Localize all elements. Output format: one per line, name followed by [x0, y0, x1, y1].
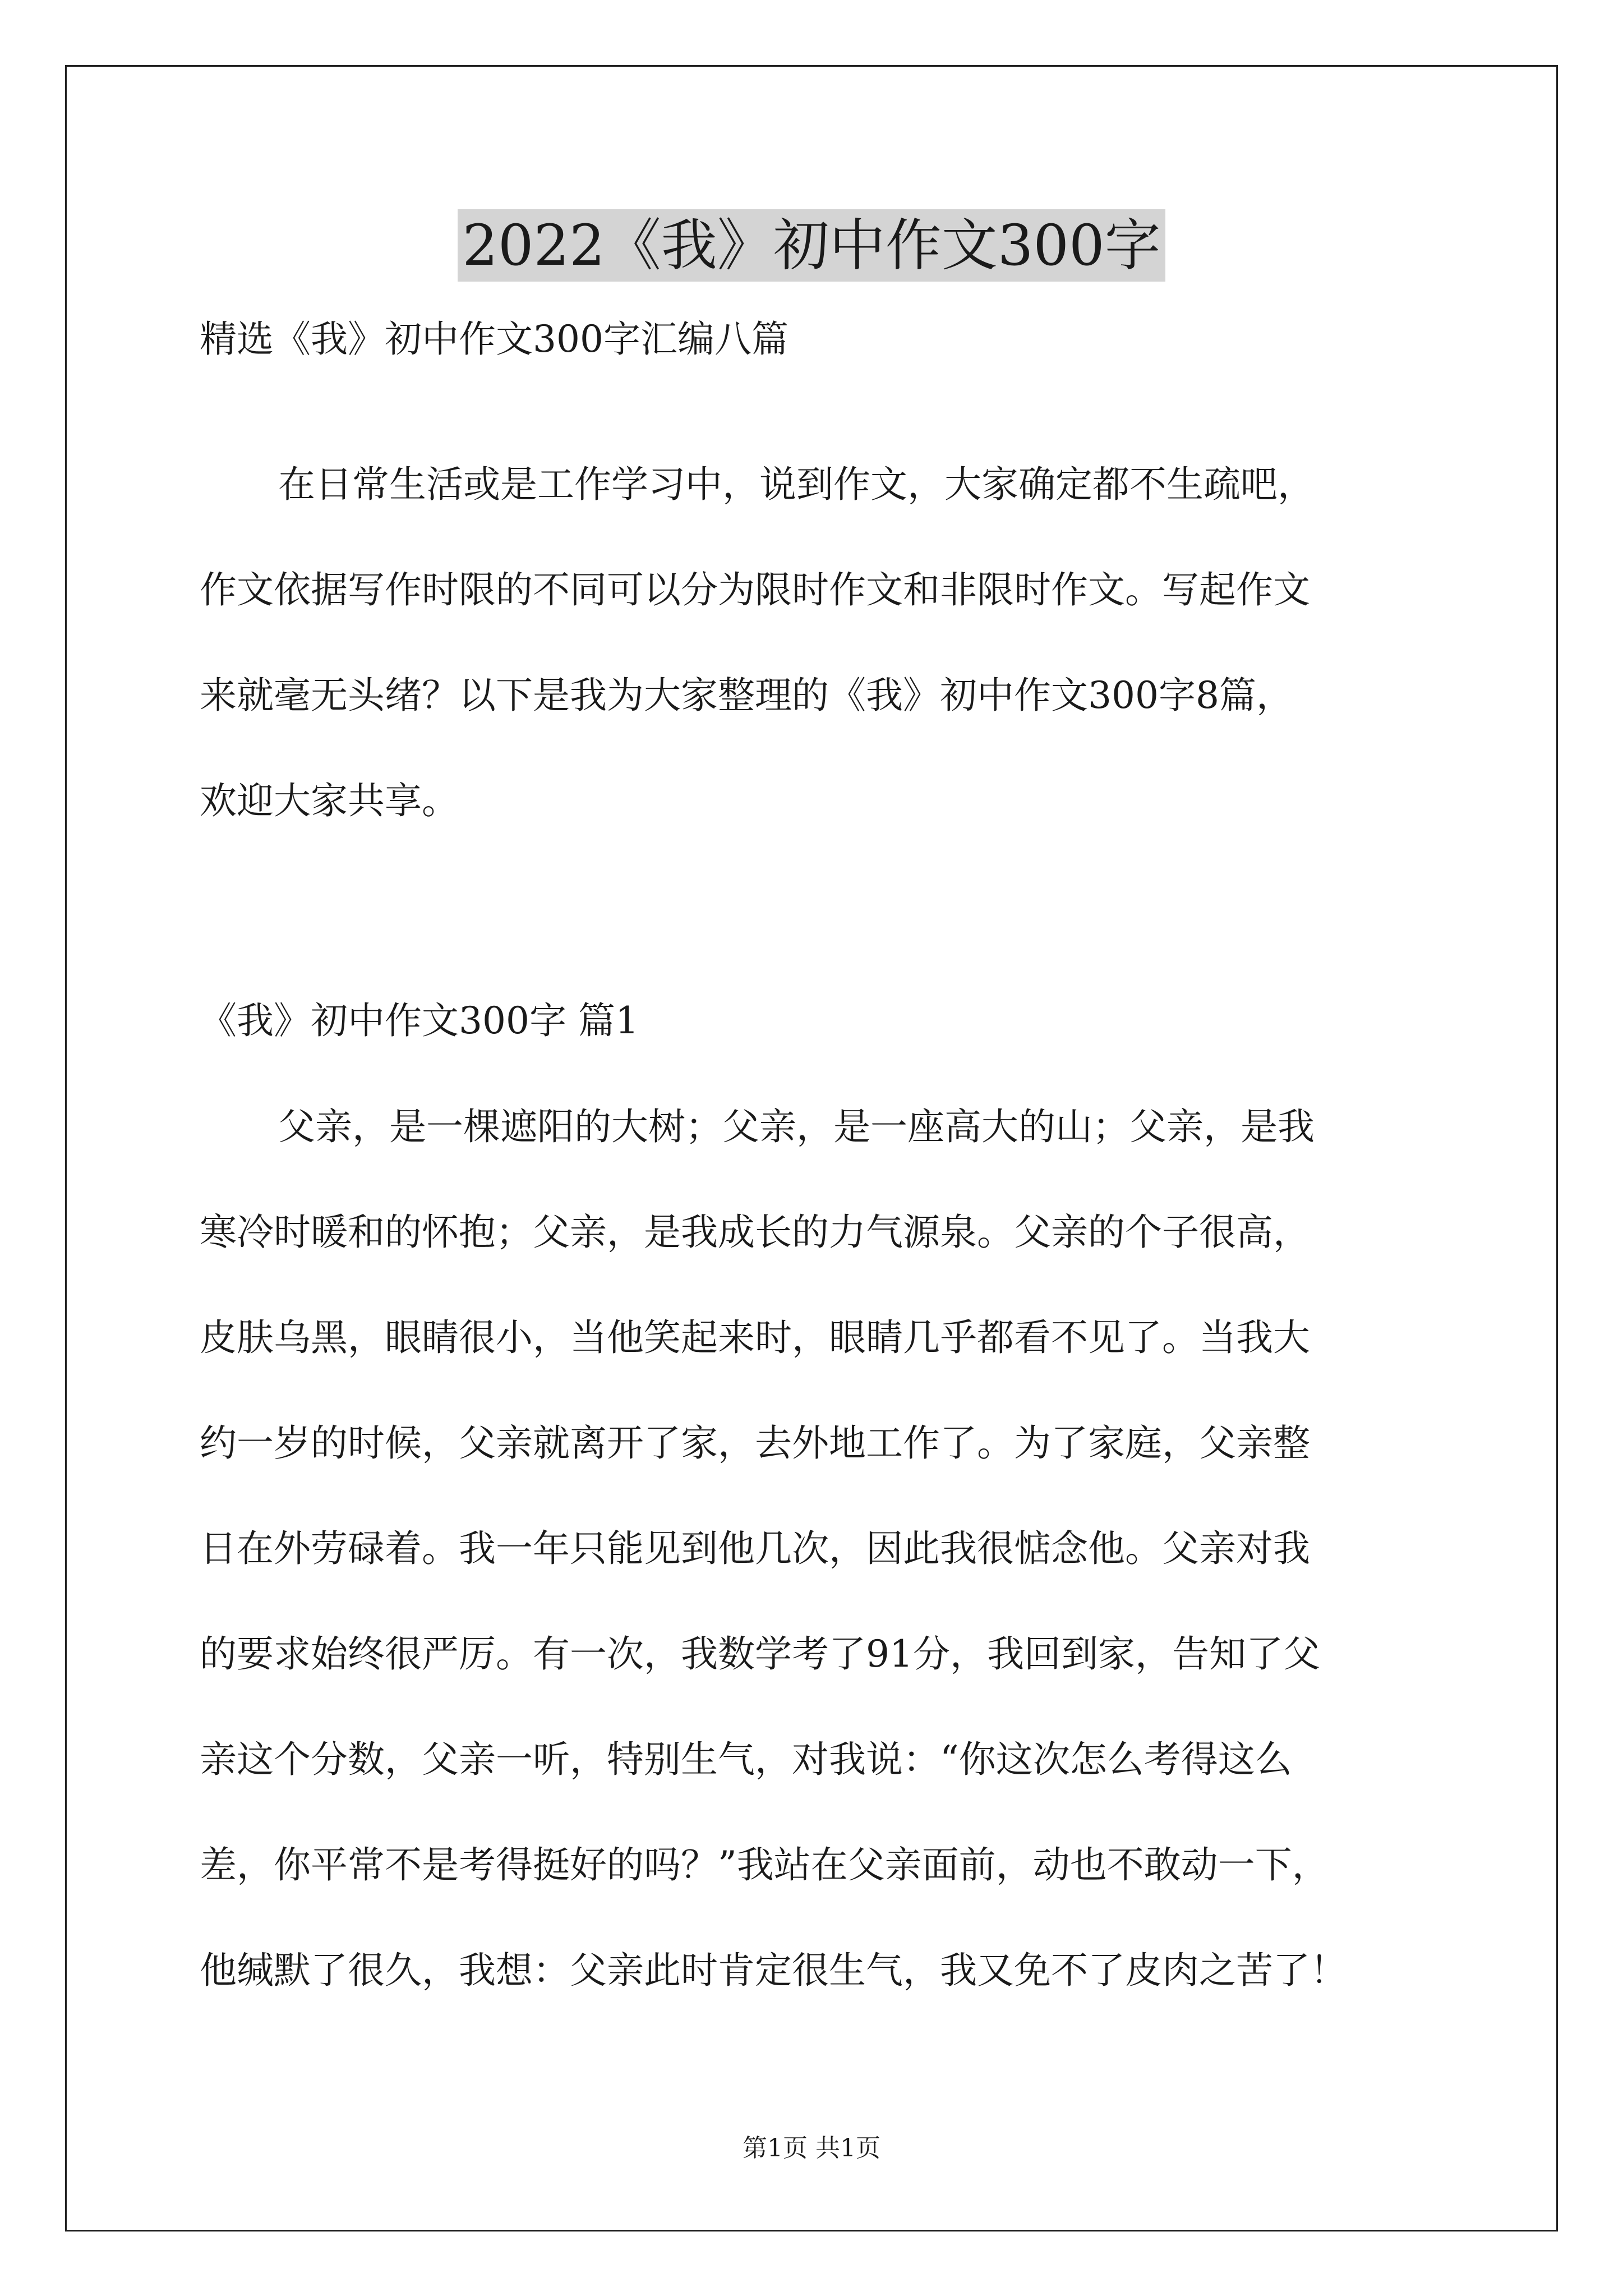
essay-line: 的要求始终很严厉。有一次，我数学考了91分，我回到家，告知了父	[200, 1632, 1320, 1676]
essay-line: 他缄默了很久，我想：父亲此时肯定很生气，我又免不了皮肉之苦了！	[200, 1949, 1347, 1992]
intro-line: 来就毫无头绪？以下是我为大家整理的《我》初中作文300字8篇，	[200, 674, 1293, 717]
document-title	[0, 206, 1623, 285]
document-title-text: 2022《我》初中作文300字	[458, 209, 1165, 282]
section-heading: 《我》初中作文300字 篇1	[200, 999, 639, 1042]
essay-line: 约一岁的时候，父亲就离开了家，去外地工作了。为了家庭，父亲整	[200, 1421, 1310, 1465]
page-footer: 第1页 共1页	[743, 2134, 880, 2162]
essay-line: 寒冷时暖和的怀抱；父亲，是我成长的力气源泉。父亲的个子很高，	[200, 1211, 1310, 1254]
intro-line: 在日常生活或是工作学习中，说到作文，大家确定都不生疏吧，	[278, 463, 1315, 506]
essay-paragraph	[200, 1074, 1439, 2023]
essay-line: 差，你平常不是考得挺好的吗？”我站在父亲面前，动也不敢动一下，	[200, 1843, 1329, 1887]
intro-line: 欢迎大家共享。	[200, 779, 459, 822]
essay-line: 皮肤乌黑，眼睛很小，当他笑起来时，眼睛几乎都看不见了。当我大	[200, 1316, 1310, 1359]
essay-line: 日在外劳碌着。我一年只能见到他几次，因此我很惦念他。父亲对我	[200, 1527, 1310, 1570]
document-subtitle: 精选《我》初中作文300字汇编八篇	[200, 318, 789, 361]
intro-paragraph	[200, 432, 1439, 854]
essay-line: 亲这个分数，父亲一听，特别生气，对我说：“你这次怎么考得这么	[200, 1738, 1292, 1781]
intro-line: 作文依据写作时限的不同可以分为限时作文和非限时作文。写起作文	[200, 568, 1310, 611]
essay-line: 父亲，是一棵遮阳的大树；父亲，是一座高大的山；父亲，是我	[278, 1105, 1315, 1148]
